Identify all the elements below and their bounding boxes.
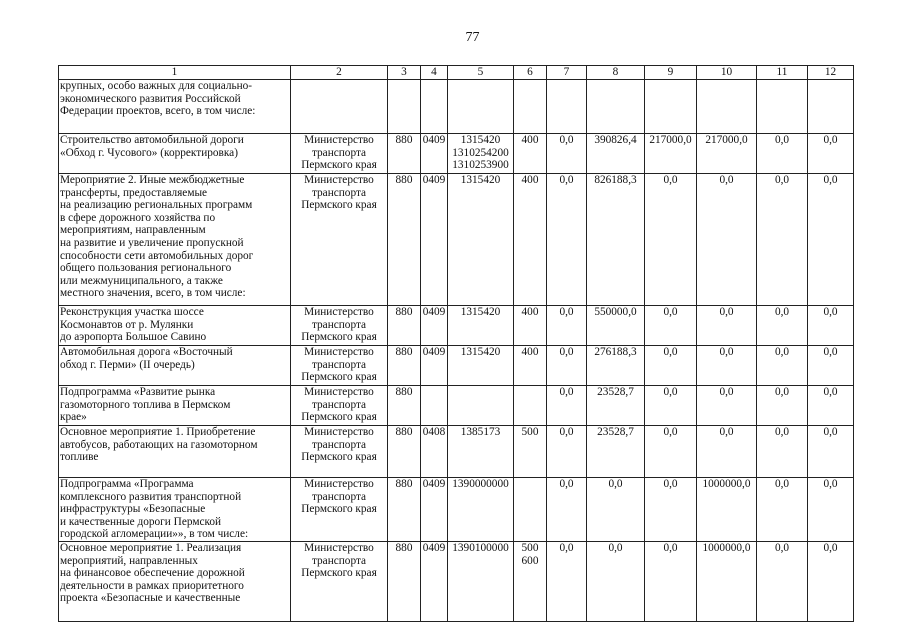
administrator-cell-line: транспорта: [311, 318, 367, 331]
item-name-cell-line: Подпрограмма «Программа: [60, 478, 194, 490]
administrator-cell-line: Министерство: [304, 346, 374, 358]
target-code-cell-line: 1315420: [460, 134, 501, 146]
target-code-cell-line: 1315420: [460, 306, 501, 318]
target-code-cell-line: 1390000000: [452, 478, 509, 490]
section-code-cell: [421, 80, 448, 134]
amount-cell: [587, 80, 645, 134]
item-name-cell-line: мероприятиям, направленным: [60, 224, 206, 237]
amount-cell: 0,0: [808, 386, 854, 426]
item-name-cell-line: общего пользования регионального: [60, 262, 232, 275]
budget-table: [58, 65, 854, 622]
item-name-cell-line: мероприятий, направленных: [60, 554, 198, 567]
amount-cell: 0,0: [547, 346, 587, 386]
department-code-cell: 880: [388, 426, 421, 478]
item-name-cell-line: Строительство автомобильной дороги: [60, 134, 244, 146]
administrator-cell-line: Пермского края: [301, 411, 377, 424]
amount-cell: 0,0: [547, 541, 587, 621]
administrator-cell-line: Министерство: [304, 174, 374, 186]
department-code-cell: 880: [388, 478, 421, 542]
department-code-cell: 880: [388, 306, 421, 346]
amount-cell: 0,0: [808, 306, 854, 346]
amount-cell: 23528,7: [587, 426, 645, 478]
table-row: [59, 478, 854, 542]
item-name-cell-line: способности сети автомобильных дорог: [60, 249, 254, 262]
item-name-cell-line: Реконструкция участка шоссе: [60, 306, 204, 318]
department-code-cell: 880: [388, 541, 421, 621]
amount-cell: 276188,3: [587, 346, 645, 386]
item-name-cell: [59, 426, 291, 478]
item-name-cell-line: на реализацию региональных программ: [60, 199, 253, 212]
amount-cell: 0,0: [697, 426, 757, 478]
item-name-cell-line: Федерации проектов, всего, в том числе:: [60, 105, 256, 118]
amount-cell: 0,0: [808, 134, 854, 174]
section-code-cell: 0409: [421, 478, 448, 542]
target-code-cell-line: 1310254200: [452, 146, 509, 159]
section-code-cell: 0409: [421, 174, 448, 306]
amount-cell: 0,0: [757, 426, 808, 478]
table-row: [59, 426, 854, 478]
item-name-cell-line: деятельности в рамках приоритетного: [60, 579, 244, 592]
administrator-cell-line: транспорта: [311, 490, 367, 503]
administrator-cell: [291, 478, 388, 542]
item-name-cell: [59, 478, 291, 542]
expense-type-cell: [514, 174, 547, 306]
item-name-cell-line: проекта «Безопасные и качественные: [60, 592, 241, 605]
amount-cell: 1000000,0: [697, 478, 757, 542]
amount-cell: 0,0: [757, 306, 808, 346]
expense-type-cell-line: 400: [521, 346, 539, 358]
item-name-cell-line: на развитие и увеличение пропускной: [60, 236, 244, 249]
administrator-cell-line: Пермского края: [301, 199, 377, 212]
administrator-cell: [291, 174, 388, 306]
expense-type-cell: [514, 478, 547, 542]
administrator-cell-line: Пермского края: [301, 503, 377, 516]
amount-cell: 0,0: [645, 306, 697, 346]
amount-cell: [757, 80, 808, 134]
amount-cell: [697, 80, 757, 134]
item-name-cell: [59, 386, 291, 426]
item-name-cell-line: Подпрограмма «Развитие рынка: [60, 386, 216, 398]
target-code-cell: [448, 541, 514, 621]
column-number-cell: 8: [587, 66, 645, 80]
item-name-cell-line: Космонавтов от р. Мулянки: [60, 318, 194, 331]
amount-cell: 0,0: [808, 426, 854, 478]
administrator-cell-line: Министерство: [304, 478, 374, 490]
item-name-cell-line: «Обход г. Чусового» (корректировка): [60, 146, 238, 159]
amount-cell: 826188,3: [587, 174, 645, 306]
administrator-cell: [291, 426, 388, 478]
table-row: [59, 541, 854, 621]
amount-cell: 0,0: [547, 386, 587, 426]
administrator-cell-line: Министерство: [304, 306, 374, 318]
column-number-cell: 4: [421, 66, 448, 80]
target-code-cell-line: 1385173: [460, 426, 501, 438]
department-code-cell: 880: [388, 346, 421, 386]
expense-type-cell: [514, 346, 547, 386]
amount-cell: [547, 80, 587, 134]
target-code-cell: [448, 426, 514, 478]
amount-cell: 0,0: [645, 174, 697, 306]
item-name-cell-line: автобусов, работающих на газомоторном: [60, 438, 258, 451]
expense-type-cell: [514, 134, 547, 174]
item-name-cell-line: Мероприятие 2. Иные межбюджетные: [60, 174, 245, 186]
expense-type-cell: [514, 541, 547, 621]
department-code-cell: 880: [388, 386, 421, 426]
amount-cell: 0,0: [757, 174, 808, 306]
expense-type-cell: [514, 306, 547, 346]
administrator-cell-line: транспорта: [311, 146, 367, 159]
item-name-cell-line: городской агломерации»», в том числе:: [60, 528, 249, 541]
target-code-cell: [448, 134, 514, 174]
table-row: [59, 386, 854, 426]
section-code-cell: 0408: [421, 426, 448, 478]
administrator-cell: [291, 346, 388, 386]
item-name-cell: [59, 306, 291, 346]
item-name-cell-line: Автомобильная дорога «Восточный: [60, 346, 233, 358]
item-name-cell-line: газомоторного топлива в Пермском: [60, 398, 231, 411]
administrator-cell-line: Министерство: [304, 426, 374, 438]
column-number-cell: 10: [697, 66, 757, 80]
administrator-cell-line: Пермского края: [301, 451, 377, 464]
expense-type-cell-line: 400: [521, 306, 539, 318]
item-name-cell-line: крае»: [60, 411, 87, 424]
item-name-cell-line: до аэропорта Большое Савино: [60, 331, 207, 344]
column-number-cell: 5: [448, 66, 514, 80]
expense-type-cell-line: 600: [521, 554, 539, 567]
item-name-cell-line: и качественные дороги Пермской: [60, 515, 222, 528]
column-number-cell: 2: [291, 66, 388, 80]
table-row: [59, 306, 854, 346]
administrator-cell: [291, 306, 388, 346]
administrator-cell-line: транспорта: [311, 398, 367, 411]
column-number-cell: 1: [59, 66, 291, 80]
amount-cell: 0,0: [808, 174, 854, 306]
amount-cell: 0,0: [547, 174, 587, 306]
section-code-cell: 0409: [421, 306, 448, 346]
section-code-cell: 0409: [421, 134, 448, 174]
amount-cell: 0,0: [547, 134, 587, 174]
item-name-cell-line: в сфере дорожного хозяйства по: [60, 211, 216, 224]
department-code-cell: [388, 80, 421, 134]
item-name-cell-line: обход г. Перми» (II очередь): [60, 358, 195, 371]
column-number-row: [59, 66, 854, 80]
amount-cell: 0,0: [645, 478, 697, 542]
amount-cell: 0,0: [808, 346, 854, 386]
amount-cell: 0,0: [645, 386, 697, 426]
administrator-cell-line: Пермского края: [301, 159, 377, 172]
section-code-cell: 0409: [421, 346, 448, 386]
amount-cell: 0,0: [757, 346, 808, 386]
column-number-cell: 7: [547, 66, 587, 80]
item-name-cell: [59, 80, 291, 134]
administrator-cell-line: Пермского края: [301, 371, 377, 384]
administrator-cell: [291, 134, 388, 174]
amount-cell: 0,0: [697, 174, 757, 306]
expense-type-cell: [514, 386, 547, 426]
target-code-cell-line: 1310253900: [452, 159, 509, 172]
department-code-cell: 880: [388, 134, 421, 174]
amount-cell: [808, 80, 854, 134]
target-code-cell-line: 1315420: [460, 174, 501, 186]
target-code-cell: [448, 174, 514, 306]
item-name-cell-line: экономического развития Российской: [60, 92, 241, 105]
amount-cell: 0,0: [587, 541, 645, 621]
item-name-cell-line: инфраструктуры «Безопасные: [60, 503, 206, 516]
amount-cell: 0,0: [645, 346, 697, 386]
target-code-cell: [448, 478, 514, 542]
table-row: [59, 80, 854, 134]
amount-cell: 0,0: [697, 306, 757, 346]
item-name-cell-line: на финансовое обеспечение дорожной: [60, 567, 245, 580]
amount-cell: 0,0: [697, 386, 757, 426]
amount-cell: 390826,4: [587, 134, 645, 174]
administrator-cell-line: транспорта: [311, 438, 367, 451]
amount-cell: 217000,0: [697, 134, 757, 174]
column-number-cell: 11: [757, 66, 808, 80]
item-name-cell-line: Основное мероприятие 1. Реализация: [60, 541, 242, 554]
administrator-cell-line: Министерство: [304, 386, 374, 398]
column-number-cell: 6: [514, 66, 547, 80]
item-name-cell: [59, 174, 291, 306]
page-number: 77: [465, 30, 480, 45]
amount-cell: 0,0: [757, 541, 808, 621]
expense-type-cell-line: 500: [521, 426, 539, 438]
amount-cell: 0,0: [645, 541, 697, 621]
amount-cell: 0,0: [547, 478, 587, 542]
item-name-cell-line: комплексного развития транспортной: [60, 490, 242, 503]
amount-cell: 23528,7: [587, 386, 645, 426]
expense-type-cell: [514, 80, 547, 134]
amount-cell: 0,0: [547, 426, 587, 478]
department-code-cell: 880: [388, 174, 421, 306]
target-code-cell: [448, 346, 514, 386]
administrator-cell-line: транспорта: [311, 186, 367, 199]
item-name-cell-line: местного значения, всего, в том числе:: [60, 287, 246, 300]
column-number-cell: 3: [388, 66, 421, 80]
item-name-cell: [59, 346, 291, 386]
target-code-cell: [448, 80, 514, 134]
amount-cell: 550000,0: [587, 306, 645, 346]
amount-cell: 0,0: [757, 478, 808, 542]
administrator-cell-line: Министерство: [304, 134, 374, 146]
administrator-cell: [291, 80, 388, 134]
amount-cell: 0,0: [757, 386, 808, 426]
administrator-cell-line: Министерство: [304, 541, 374, 554]
administrator-cell-line: Пермского края: [301, 567, 377, 580]
administrator-cell-line: транспорта: [311, 358, 367, 371]
target-code-cell-line: 1390100000: [452, 541, 509, 554]
target-code-cell: [448, 306, 514, 346]
item-name-cell-line: или межмуниципального, а также: [60, 274, 223, 287]
administrator-cell-line: Пермского края: [301, 331, 377, 344]
administrator-cell: [291, 386, 388, 426]
amount-cell: 1000000,0: [697, 541, 757, 621]
amount-cell: 0,0: [808, 478, 854, 542]
amount-cell: 0,0: [697, 346, 757, 386]
administrator-cell: [291, 541, 388, 621]
amount-cell: 0,0: [757, 134, 808, 174]
table-row: [59, 134, 854, 174]
target-code-cell: [448, 386, 514, 426]
expense-type-cell-line: 400: [521, 174, 539, 186]
expense-type-cell: [514, 426, 547, 478]
table-row: [59, 346, 854, 386]
target-code-cell-line: 1315420: [460, 346, 501, 358]
expense-type-cell-line: 500: [521, 541, 539, 554]
amount-cell: 0,0: [808, 541, 854, 621]
item-name-cell-line: Основное мероприятие 1. Приобретение: [60, 426, 256, 438]
item-name-cell-line: крупных, особо важных для социально-: [60, 80, 253, 92]
table-row: [59, 174, 854, 306]
column-number-cell: 12: [808, 66, 854, 80]
column-number-cell: 9: [645, 66, 697, 80]
amount-cell: [645, 80, 697, 134]
administrator-cell-line: транспорта: [311, 554, 367, 567]
section-code-cell: 0409: [421, 541, 448, 621]
amount-cell: 0,0: [547, 306, 587, 346]
amount-cell: 217000,0: [645, 134, 697, 174]
amount-cell: 0,0: [645, 426, 697, 478]
section-code-cell: [421, 386, 448, 426]
item-name-cell-line: трансферты, предоставляемые: [60, 186, 208, 199]
expense-type-cell-line: 400: [521, 134, 539, 146]
item-name-cell-line: топливе: [60, 451, 99, 464]
item-name-cell: [59, 541, 291, 621]
amount-cell: 0,0: [587, 478, 645, 542]
item-name-cell: [59, 134, 291, 174]
